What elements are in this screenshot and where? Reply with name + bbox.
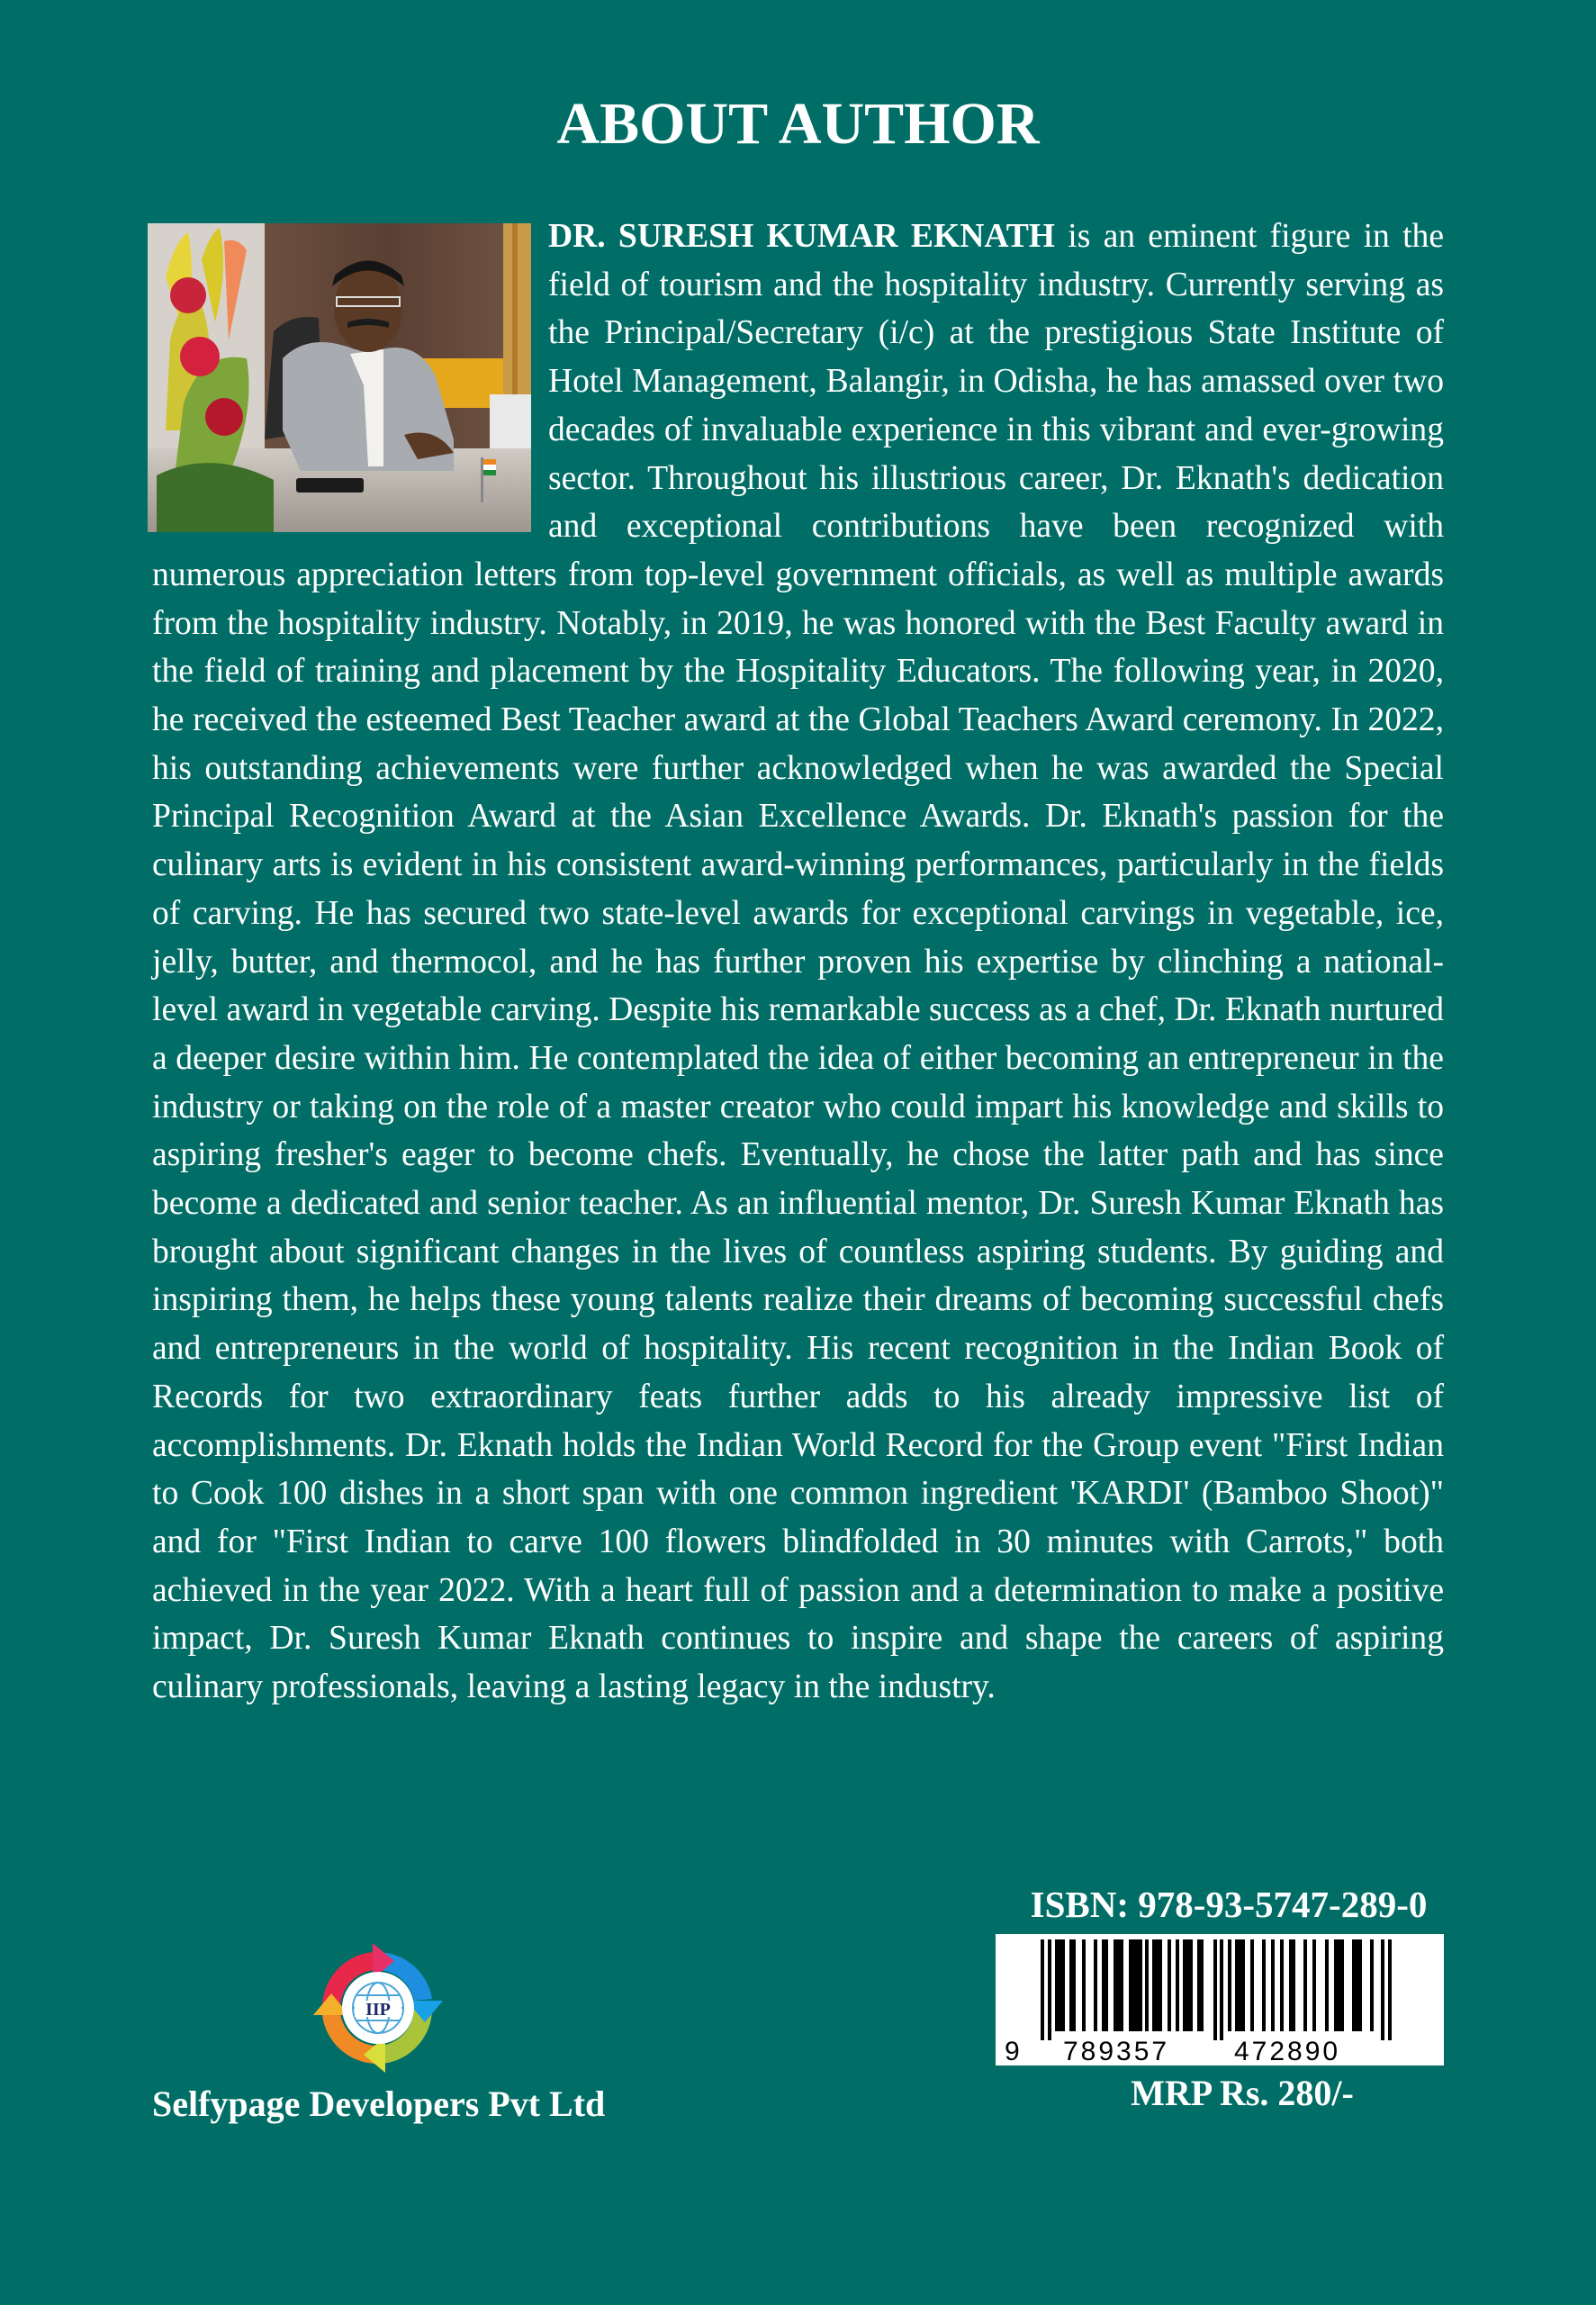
iip-circular-arrows-logo-icon: [306, 1936, 450, 2080]
isbn-barcode: [996, 1934, 1444, 2065]
publisher-logo: [306, 1936, 450, 2080]
barcode-first-digit: 9: [1005, 2037, 1020, 2065]
barcode-left-group: 789357: [1063, 2037, 1170, 2065]
svg-text:IIP: IIP: [365, 2000, 391, 2020]
publisher-name: Selfypage Developers Pvt Ltd: [152, 2084, 606, 2124]
author-name: DR. SURESH KUMAR EKNATH: [548, 218, 1055, 255]
barcode-icon: [996, 1934, 1444, 2065]
barcode-right-group: 472890: [1234, 2037, 1341, 2065]
isbn-label: ISBN: 978-93-5747-289-0: [1030, 1884, 1428, 1925]
author-bio: [152, 212, 1444, 1712]
author-bio-text: is an eminent figure in the field of tourism and the hospitality industry. Currently serving as the Principal/Secretary (i/c) at the prestigious State Institute of Hotel Management, Balangir, in Odisha, he has amassed over two decades of invaluable experience in this vibrant and ever-growing sector. Throughout his illustrious career, Dr. Eknath's dedication and exceptional contributions have been recognized with numerous appreciation letters from top-level government officials, as well as multiple awards from the hospitality industry. Notably, in 2019, he was honored with the Best Faculty award in the field of training and placement by the Hospitality Educators. The following year, in 2020, he received the esteemed Best Teacher award at the Global Teachers Award ceremony. In 2022, his outstanding achievements were further acknowledged when he was awarded the Special Principal Recognition Award at the Asian Excellence Awards. Dr. Eknath's passion for the culinary arts is evident in his consistent award-winning performances, particularly in the fields of carving. He has secured two state-level awards for exceptional carvings in vegetable, ice, jelly, butter, and thermocol, and he has further proven his expertise by clinching a national-level award in vegetable carving. Despite his remarkable success as a chef, Dr. Eknath nurtured a deeper desire within him. He contemplated the idea of either becoming an entrepreneur in the industry or taking on the role of a master creator who could impart his knowledge and skills to aspiring fresher's eager to become chefs. Eventually, he chose the latter path and has since become a dedicated and senior teacher. As an influential mentor, Dr. Suresh Kumar Eknath has brought about significant changes in the lives of countless aspiring students. By guiding and inspiring them, he helps these young talents realize their dreams of becoming successful chefs and entrepreneurs in the world of hospitality. His recent recognition in the Indian Book of Records for two extraordinary feats further adds to his already impressive list of accomplishments. Dr. Eknath holds the Indian World Record for the Group event "First Indian to Cook 100 dishes in a short span with one common ingredient 'KARDI' (Bamboo Shoot)" and for "First Indian to carve 100 flowers blindfolded in 30 minutes with Carrots," both achieved in the year 2022. With a heart full of passion and a determination to make a positive impact, Dr. Suresh Kumar Eknath continues to inspire and shape the careers of aspiring culinary professionals, leaving a lasting legacy in the industry.: [152, 218, 1444, 1706]
price-label: MRP Rs. 280/-: [1131, 2073, 1354, 2113]
page-title: ABOUT AUTHOR: [556, 91, 1040, 157]
photo-text-wrap-spacer: [152, 212, 548, 550]
